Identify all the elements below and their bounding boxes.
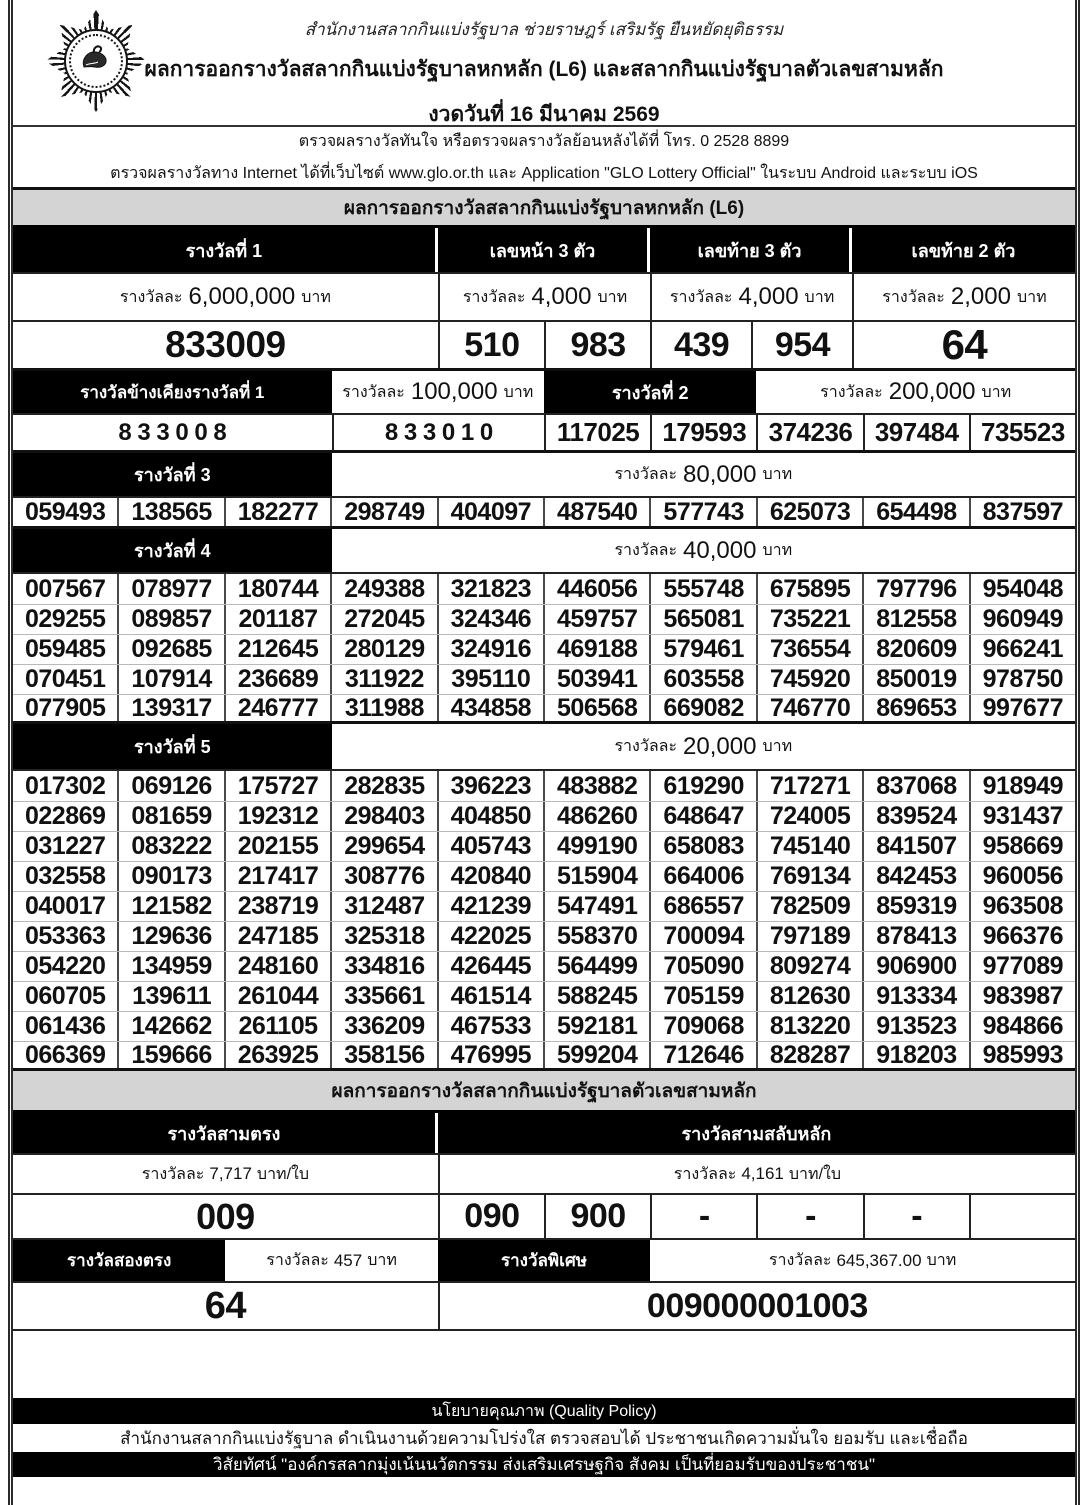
number-cell: 588245 <box>543 982 649 1011</box>
number-cell: 422025 <box>437 922 543 951</box>
amount-value: 40,000 <box>683 536 757 564</box>
number-cell: 782509 <box>756 892 862 921</box>
number-cell: 142662 <box>117 1012 223 1041</box>
number-cell: 960056 <box>969 862 1075 891</box>
prize3-header-row <box>13 453 1075 498</box>
number-cell: 700094 <box>649 922 755 951</box>
amount-unit: บาท <box>762 466 793 483</box>
number-cell: 059493 <box>24 497 106 526</box>
number-cell: 426445 <box>437 952 543 981</box>
amount-value: 200,000 <box>888 378 976 405</box>
amount-unit: บาท/ใบ <box>256 1165 310 1183</box>
amount-value: 645,367.00 <box>836 1250 922 1270</box>
prize3-numbers-row <box>13 498 1075 529</box>
number-cell: 469188 <box>543 635 649 664</box>
number-cell: 658083 <box>649 832 755 861</box>
number-cell: 837597 <box>969 498 1075 526</box>
prize3-amount <box>332 453 1075 496</box>
prize1-amount-row <box>13 274 1075 322</box>
number-cell: 997677 <box>969 695 1075 721</box>
number-cell: 983987 <box>969 982 1075 1011</box>
last2-number: 64 <box>852 322 1075 368</box>
number-cell: 918203 <box>862 1042 968 1068</box>
prize4-amount <box>332 529 1075 572</box>
amount-value: 2,000 <box>950 283 1011 310</box>
prize2-label: รางวัลที่ 2 <box>544 371 756 413</box>
page-title: ผลการออกรางวัลสลากกินแบ่งรัฐบาลหกหลัก (L6) และสลากกินแบ่งรัฐบาลตัวเลขสามหลัก <box>144 58 944 81</box>
number-cell: 069126 <box>117 771 223 801</box>
number-cell: 579461 <box>649 635 755 664</box>
number-cell: 404097 <box>437 498 543 526</box>
number-cell: 179593 <box>650 415 756 450</box>
prize4-numbers-row <box>13 634 1075 664</box>
last3-number: 954 <box>751 322 852 368</box>
number-cell: 263925 <box>224 1042 330 1068</box>
number-cell: 978750 <box>969 665 1075 694</box>
straight2-special-numbers-row <box>13 1283 1075 1331</box>
number-cell: 180744 <box>224 574 330 604</box>
special-prize-amount <box>650 1240 1075 1281</box>
amount-value: 100,000 <box>410 378 498 405</box>
number-cell: 078977 <box>117 574 223 604</box>
number-cell: 192312 <box>224 802 330 831</box>
amount-unit: บาท <box>981 383 1012 401</box>
number-cell: 070451 <box>24 665 106 693</box>
number-cell: 931437 <box>969 802 1075 831</box>
amount-unit: บาท <box>926 1252 957 1269</box>
number-cell: 311988 <box>330 695 436 721</box>
near-first-prize2-numbers-row <box>13 415 1075 453</box>
number-cell: 299654 <box>330 832 436 861</box>
number-cell: 089857 <box>117 605 223 634</box>
number-cell: 619290 <box>649 771 755 801</box>
prize5-header-row <box>13 724 1075 771</box>
amount-prefix: รางวัลละ <box>820 383 883 401</box>
number-cell: 022869 <box>24 802 106 830</box>
number-cell: 032558 <box>24 862 106 890</box>
number-cell: 717271 <box>756 771 862 801</box>
number-cell: - <box>650 1195 756 1238</box>
amount-prefix: รางวัลละ <box>342 383 405 401</box>
number-cell: 248160 <box>224 952 330 981</box>
number-cell: 202155 <box>224 832 330 861</box>
number-cell: 139317 <box>117 695 223 721</box>
prize1-amount <box>13 274 438 320</box>
number-cell: 175727 <box>224 771 330 801</box>
number-cell: 404850 <box>437 802 543 831</box>
number-cell: 506568 <box>543 695 649 721</box>
prize5-label: รางวัลที่ 5 <box>13 724 332 769</box>
number-cell: 841507 <box>862 832 968 861</box>
number-cell: 066369 <box>24 1040 106 1069</box>
number-cell: 081659 <box>117 802 223 831</box>
number-cell: 092685 <box>117 635 223 664</box>
number-cell: - <box>756 1195 862 1238</box>
number-cell: 648647 <box>649 802 755 831</box>
amount-prefix: รางวัลละ <box>266 1252 329 1269</box>
number-cell: 686557 <box>649 892 755 921</box>
number-cell: 434858 <box>437 695 543 721</box>
number-cell: 007567 <box>24 574 106 603</box>
number-cell: 913523 <box>862 1012 968 1041</box>
number-cell: 878413 <box>862 922 968 951</box>
number-cell: 336209 <box>330 1012 436 1041</box>
amount-prefix: รางวัลละ <box>614 542 678 559</box>
shuffle3-label: รางวัลสามสลับหลัก <box>438 1113 1075 1153</box>
amount-prefix: รางวัลละ <box>614 466 678 483</box>
number-cell: 236689 <box>224 665 330 694</box>
internet-info-line: ตรวจผลรางวัลทาง Internet ได้ที่เว็บไซต์ www.glo.or.th และ Application "GLO Lottery Official" ในระบบ Android และระบบ iOS <box>110 164 978 182</box>
number-cell: 117025 <box>556 417 640 447</box>
number-cell: 217417 <box>224 862 330 891</box>
amount-prefix: รางวัลละ <box>673 1165 737 1183</box>
amount-prefix: รางวัลละ <box>882 288 945 306</box>
amount-prefix: รางวัลละ <box>768 1252 832 1269</box>
prize4-numbers-row <box>13 604 1075 634</box>
check-info-section <box>13 127 1075 190</box>
amount-prefix: รางวัลละ <box>141 1165 205 1183</box>
prize2-amount <box>756 371 1075 413</box>
number-cell: 900 <box>544 1195 650 1238</box>
front3-amount <box>438 274 650 320</box>
number-cell: 405743 <box>437 832 543 861</box>
prize5-numbers-row <box>13 891 1075 921</box>
number-cell: 212645 <box>224 635 330 664</box>
number-cell: 121582 <box>117 892 223 921</box>
first-prize-number: 833009 <box>13 322 438 368</box>
number-cell: 963508 <box>969 892 1075 921</box>
amount-unit: บาท/ใบ <box>788 1165 841 1183</box>
amount-prefix: รางวัลละ <box>119 288 183 306</box>
number-cell: 321823 <box>437 574 543 604</box>
number-cell: 053363 <box>24 922 106 950</box>
amount-unit: บาท <box>301 288 331 306</box>
draw-date: งวดวันที่ 16 มีนาคม 2569 <box>428 103 660 126</box>
number-cell: 842453 <box>862 862 968 891</box>
number-cell: 324346 <box>437 605 543 634</box>
prize1-numbers-row <box>13 322 1075 371</box>
prize5-numbers-row <box>13 801 1075 831</box>
front3-label: เลขหน้า 3 ตัว <box>438 228 650 272</box>
number-cell: 486260 <box>543 802 649 831</box>
number-cell: 249388 <box>330 574 436 604</box>
number-cell: 675895 <box>756 574 862 604</box>
number-cell: 459757 <box>543 605 649 634</box>
number-cell: 984866 <box>969 1012 1075 1041</box>
number-cell: 483882 <box>543 771 649 801</box>
straight2-label: รางวัลสองตรง <box>13 1240 225 1281</box>
number-cell: 467533 <box>437 1012 543 1041</box>
number-cell: 358156 <box>330 1042 436 1068</box>
special-prize-label: รางวัลพิเศษ <box>438 1240 650 1281</box>
special-prize-number: 009000001003 <box>438 1283 1075 1329</box>
number-cell: 335661 <box>330 982 436 1011</box>
number-cell: 090 <box>464 1197 520 1235</box>
shuffle3-numbers <box>438 1195 1075 1238</box>
amount-prefix: รางวัลละ <box>462 288 526 306</box>
number-cell: 746770 <box>756 695 862 721</box>
number-cell: 311922 <box>330 665 436 694</box>
number-cell: 374236 <box>756 415 862 450</box>
number-cell: 712646 <box>649 1042 755 1068</box>
number-cell: 558370 <box>543 922 649 951</box>
near-first-label: รางวัลข้างเคียงรางวัลที่ 1 <box>13 371 332 413</box>
number-cell: 839524 <box>862 802 968 831</box>
number-cell: 837068 <box>862 771 968 801</box>
number-cell: 565081 <box>649 605 755 634</box>
number-cell: 077905 <box>24 693 106 722</box>
prize5-amount <box>332 724 1075 769</box>
number-cell: 031227 <box>24 832 106 860</box>
number-cell: 724005 <box>756 802 862 831</box>
three-digit-numbers-row <box>13 1195 1075 1240</box>
office-motto: สำนักงานสลากกินแบ่งรัฐบาล ช่วยราษฎร์ เสริมรัฐ ยืนหยัดยุติธรรม <box>304 20 784 39</box>
prize4-header-row <box>13 529 1075 574</box>
number-cell: 238719 <box>224 892 330 921</box>
number-cell: 476995 <box>437 1042 543 1068</box>
number-cell: 298403 <box>330 802 436 831</box>
amount-unit: บาท <box>367 1252 397 1269</box>
phone-info-line: ตรวจผลรางวัลทันใจ หรือตรวจผลรางวัลย้อนหลังได้ที่ โทร. 0 2528 8899 <box>298 132 790 150</box>
number-cell: 812630 <box>756 982 862 1011</box>
number-cell: 547491 <box>543 892 649 921</box>
number-cell: 261105 <box>224 1012 330 1041</box>
prize4-numbers-row <box>13 574 1075 604</box>
number-cell: 705159 <box>649 982 755 1011</box>
amount-unit: บาท <box>804 288 835 306</box>
prize5-numbers-row <box>13 831 1075 861</box>
number-cell: 129636 <box>117 922 223 951</box>
number-cell: 029255 <box>24 605 106 633</box>
amount-value: 4,000 <box>531 283 592 310</box>
amount-value: 4,161 <box>741 1164 784 1183</box>
number-cell: 850019 <box>862 665 968 694</box>
number-cell: - <box>863 1195 969 1238</box>
number-cell: 487540 <box>543 498 649 526</box>
near-first-number: 8 3 3 0 0 8 <box>13 415 332 450</box>
number-cell: 736554 <box>756 635 862 664</box>
amount-prefix: รางวัลละ <box>669 288 733 306</box>
number-cell: 503941 <box>543 665 649 694</box>
front3-number: 510 <box>438 322 544 368</box>
shuffle3-amount <box>438 1155 1075 1193</box>
number-cell: 017302 <box>24 771 106 800</box>
number-cell: 396223 <box>437 771 543 801</box>
emblem-seal <box>64 29 128 93</box>
last3-label: เลขท้าย 3 ตัว <box>650 228 852 272</box>
number-cell: 059485 <box>24 635 106 663</box>
prize5-numbers-row <box>13 921 1075 951</box>
number-cell: 735221 <box>756 605 862 634</box>
amount-value: 7,717 <box>209 1164 252 1183</box>
number-cell: 599204 <box>543 1042 649 1068</box>
prize4-numbers-row <box>13 694 1075 724</box>
amount-unit: บาท <box>762 738 793 755</box>
prize5-numbers-row <box>13 861 1075 891</box>
number-cell: 397484 <box>863 415 969 450</box>
number-cell: 603558 <box>649 665 755 694</box>
three-digit-header-row <box>13 1113 1075 1155</box>
straight3-amount <box>13 1155 438 1193</box>
prize1-label: รางวัลที่ 1 <box>13 228 438 272</box>
number-cell: 134959 <box>117 952 223 981</box>
number-cell: 797189 <box>756 922 862 951</box>
number-cell: 745920 <box>756 665 862 694</box>
number-cell: 083222 <box>117 832 223 861</box>
amount-unit: บาท <box>1016 288 1047 306</box>
number-cell: 828287 <box>756 1042 862 1068</box>
l6-section-banner: ผลการออกรางวัลสลากกินแบ่งรัฐบาลหกหลัก (L6) <box>13 190 1075 228</box>
number-cell: 159666 <box>117 1042 223 1068</box>
document-header <box>13 0 1075 127</box>
number-cell: 061436 <box>24 1012 106 1040</box>
straight3-label: รางวัลสามตรง <box>13 1113 438 1153</box>
number-cell: 461514 <box>437 982 543 1011</box>
number-cell: 966241 <box>969 635 1075 664</box>
number-cell: 906900 <box>862 952 968 981</box>
number-cell: 797796 <box>862 574 968 604</box>
last3-amount <box>650 274 852 320</box>
emblem-bird-icon <box>74 39 118 83</box>
number-cell: 308776 <box>330 862 436 891</box>
amount-value: 4,000 <box>738 283 799 310</box>
three-digit-amount-row <box>13 1155 1075 1195</box>
number-cell: 809274 <box>756 952 862 981</box>
number-cell: 555748 <box>649 574 755 604</box>
number-cell: 669082 <box>649 695 755 721</box>
number-cell: 280129 <box>330 635 436 664</box>
blank-spacer <box>13 1331 1075 1398</box>
amount-value: 457 <box>333 1250 363 1270</box>
amount-value: 20,000 <box>683 732 757 760</box>
number-cell: 954048 <box>969 574 1075 604</box>
prize5-numbers-row <box>13 981 1075 1011</box>
number-cell: 247185 <box>224 922 330 951</box>
amount-prefix: รางวัลละ <box>614 738 678 755</box>
number-cell: 499190 <box>543 832 649 861</box>
number-cell: 820609 <box>862 635 968 664</box>
number-cell: 985993 <box>969 1042 1075 1068</box>
number-cell: 869653 <box>862 695 968 721</box>
number-cell: 769134 <box>756 862 862 891</box>
last3-number: 439 <box>650 322 751 368</box>
prize4-numbers-row <box>13 664 1075 694</box>
quality-policy-text: สำนักงานสลากกินแบ่งรัฐบาล ดำเนินงานด้วยความโปร่งใส ตรวจสอบได้ ประชาชนเกิดความมั่นใจ ยอมรับ และเชื่อถือ <box>13 1424 1075 1452</box>
number-cell: 592181 <box>543 1012 649 1041</box>
number-cell: 325318 <box>330 922 436 951</box>
number-cell: 182277 <box>224 498 330 526</box>
number-cell: 958669 <box>969 832 1075 861</box>
number-cell: 107914 <box>117 665 223 694</box>
prize3-label: รางวัลที่ 3 <box>13 453 332 496</box>
straight2-special-header-row <box>13 1240 1075 1283</box>
amount-unit: บาท <box>762 542 793 559</box>
number-cell: 577743 <box>649 498 755 526</box>
number-cell: 664006 <box>649 862 755 891</box>
number-cell: 420840 <box>437 862 543 891</box>
last2-label: เลขท้าย 2 ตัว <box>852 228 1075 272</box>
number-cell: 446056 <box>543 574 649 604</box>
number-cell: 312487 <box>330 892 436 921</box>
prize2-numbers <box>544 415 1075 450</box>
number-cell: 654498 <box>862 498 968 526</box>
number-cell: 040017 <box>24 892 106 920</box>
prize4-label: รางวัลที่ 4 <box>13 529 332 572</box>
number-cell: 201187 <box>224 605 330 634</box>
number-cell: 960949 <box>969 605 1075 634</box>
number-cell: 298749 <box>330 498 436 526</box>
number-cell: 138565 <box>117 498 223 526</box>
prize1-header-row <box>13 228 1075 274</box>
straight3-number: 009 <box>13 1195 438 1238</box>
number-cell: 813220 <box>756 1012 862 1041</box>
amount-unit: บาท <box>597 288 628 306</box>
number-cell: 324916 <box>437 635 543 664</box>
number-cell: 261044 <box>224 982 330 1011</box>
amount-value: 80,000 <box>683 460 757 488</box>
prize5-numbers-row <box>13 951 1075 981</box>
number-cell: 060705 <box>24 982 106 1010</box>
number-cell: 090173 <box>117 862 223 891</box>
number-cell: 913334 <box>862 982 968 1011</box>
prize5-numbers-row <box>13 771 1075 801</box>
quality-policy-title-bar: นโยบายคุณภาพ (Quality Policy) <box>13 1398 1075 1424</box>
number-cell: 272045 <box>330 605 436 634</box>
prize5-numbers-row <box>13 1011 1075 1041</box>
glo-emblem-icon <box>45 10 147 112</box>
number-cell: 282835 <box>330 771 436 801</box>
number-cell: 709068 <box>649 1012 755 1041</box>
number-cell: 395110 <box>437 665 543 694</box>
last2-amount <box>852 274 1075 320</box>
amount-unit: บาท <box>503 383 534 401</box>
number-cell: 246777 <box>224 695 330 721</box>
number-cell: 515904 <box>543 862 649 891</box>
near-first-prize2-header-row <box>13 371 1075 415</box>
number-cell: 705090 <box>649 952 755 981</box>
front3-number: 983 <box>544 322 650 368</box>
number-cell: 745140 <box>756 832 862 861</box>
near-first-number: 8 3 3 0 1 0 <box>332 415 544 450</box>
number-cell: 054220 <box>24 952 106 980</box>
number-cell: 564499 <box>543 952 649 981</box>
number-cell: 735523 <box>969 415 1075 450</box>
number-cell: 977089 <box>969 952 1075 981</box>
amount-value: 6,000,000 <box>188 283 296 310</box>
three-digit-section-banner: ผลการออกรางวัลสลากกินแบ่งรัฐบาลตัวเลขสามหลัก <box>13 1071 1075 1113</box>
number-cell: 625073 <box>756 498 862 526</box>
number-cell <box>969 1195 1075 1238</box>
straight2-amount <box>225 1240 437 1281</box>
vision-statement-bar: วิสัยทัศน์ "องค์กรสลากมุ่งเน้นนวัตกรรม ส่งเสริมเศรษฐกิจ สังคม เป็นที่ยอมรับของประชาชน" <box>13 1452 1075 1477</box>
number-cell: 966376 <box>969 922 1075 951</box>
document-frame <box>8 0 1080 1505</box>
number-cell: 812558 <box>862 605 968 634</box>
prize5-numbers-row <box>13 1041 1075 1071</box>
number-cell: 918949 <box>969 771 1075 801</box>
number-cell: 421239 <box>437 892 543 921</box>
number-cell: 334816 <box>330 952 436 981</box>
number-cell: 859319 <box>862 892 968 921</box>
near-first-amount <box>332 371 544 413</box>
number-cell: 139611 <box>117 982 223 1011</box>
straight2-number: 64 <box>13 1283 438 1329</box>
